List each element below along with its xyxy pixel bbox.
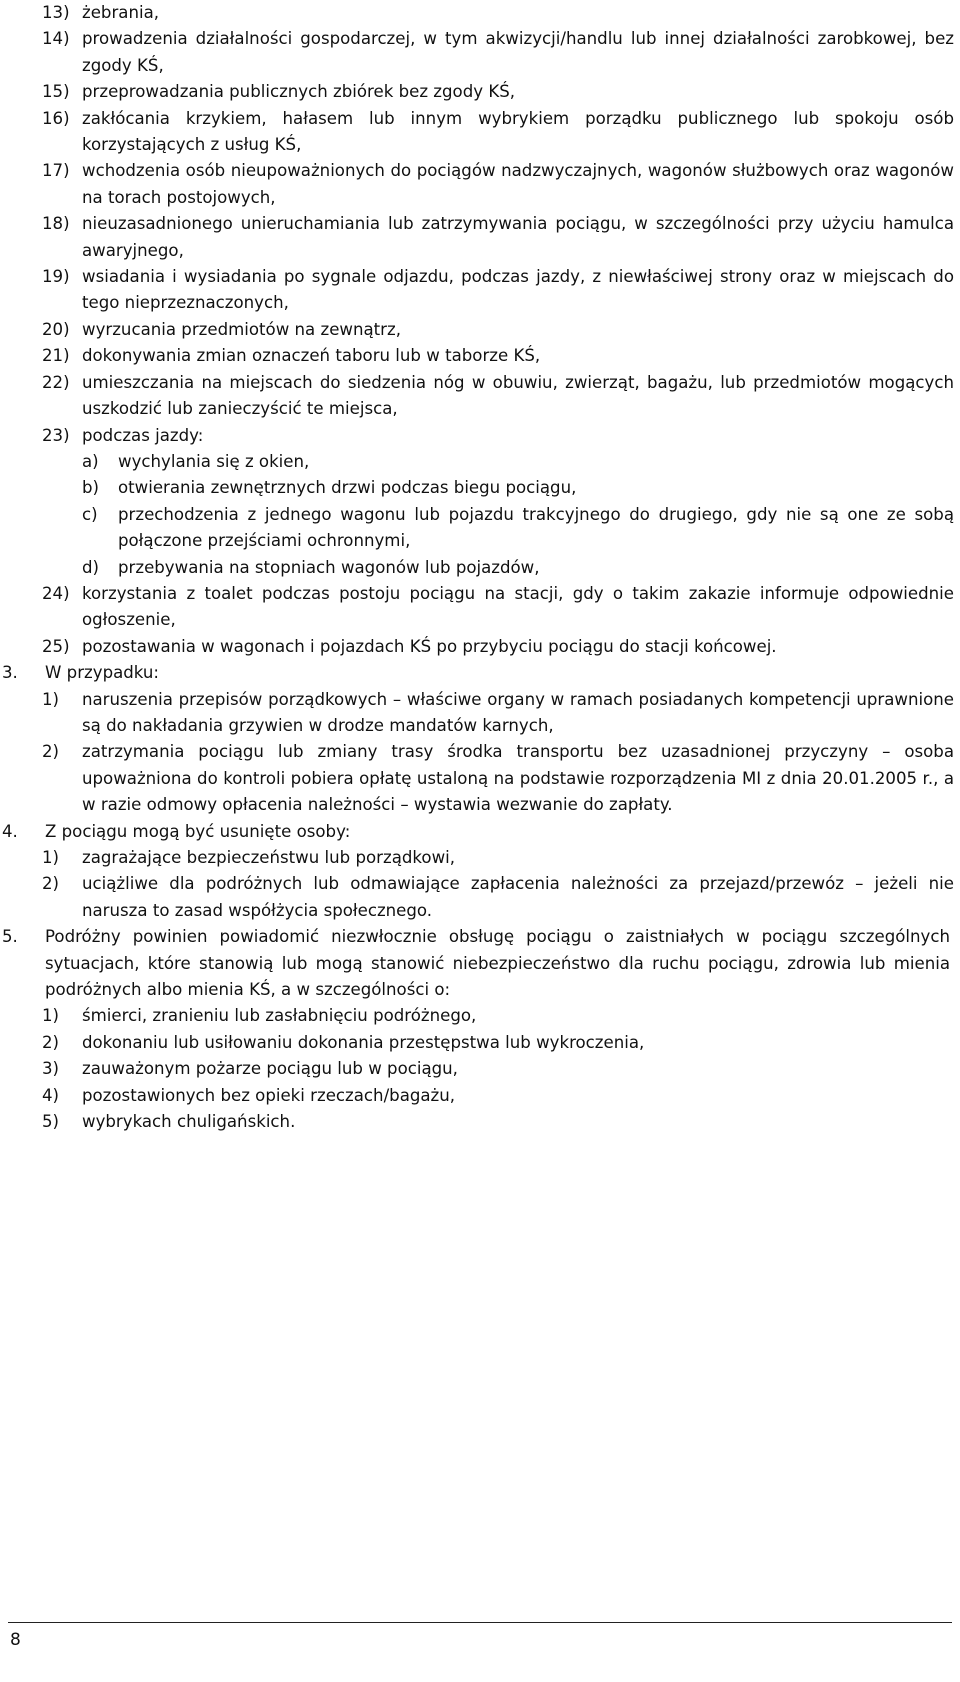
- item-number: 3): [42, 1059, 60, 1079]
- item-text: naruszenia przepisów porządkowych – właściwe organy w ramach posiadanych kompetencji uprawnione są do nakładania grzywien w drodze mandatów karnych,: [82, 689, 954, 735]
- list-item: [0, 370, 960, 423]
- footer-divider: [8, 1622, 952, 1623]
- list-item: [0, 343, 960, 369]
- item-text: umieszczania na miejscach do siedzenia nóg w obuwiu, zwierząt, bagażu, lub przedmiotów mogących uszkodzić lub zanieczyścić te miejsca,: [82, 372, 954, 419]
- item-number: 24): [42, 583, 70, 603]
- item-number: 4.: [2, 821, 18, 841]
- item-number: 4): [42, 1085, 60, 1105]
- item-number: a): [82, 451, 99, 471]
- list-item: [0, 739, 960, 818]
- list-item: [0, 423, 960, 449]
- list-item: [0, 871, 960, 924]
- item-number: 13): [42, 3, 70, 22]
- item-text: przebywania na stopniach wagonów lub pojazdów,: [118, 557, 540, 577]
- item-number: 1): [42, 689, 60, 709]
- item-text: podczas jazdy:: [82, 425, 204, 445]
- item-text: wchodzenia osób nieupoważnionych do pociągów nadzwyczajnych, wagonów służbowych oraz wagonów na torach postojowych,: [82, 161, 954, 207]
- item-text: otwierania zewnętrznych drzwi podczas biegu pociągu,: [118, 478, 577, 498]
- page-number: 8: [10, 1630, 21, 1650]
- item-number: 1): [42, 1006, 60, 1026]
- list-item: [0, 581, 960, 634]
- item-text: śmierci, zranieniu lub zasłabnięciu podróżnego,: [82, 1006, 477, 1026]
- item-number: 5.: [2, 927, 18, 947]
- item-text: nieuzasadnionego unieruchamiania lub zatrzymywania pociągu, w szczególności przy użyciu hamulca awaryjnego,: [82, 214, 954, 260]
- item-text: przeprowadzania publicznych zbiórek bez zgody KŚ,: [82, 82, 516, 102]
- item-text: przechodzenia z jednego wagonu lub pojazdu trakcyjnego do drugiego, gdy nie są one ze sobą połączone przejściami ochronnymi,: [118, 504, 954, 551]
- item-text: dokonywania zmian oznaczeń taboru lub w taborze KŚ,: [82, 346, 541, 366]
- item-text: uciążliwe dla podróżnych lub odmawiające zapłacenia należności za przejazd/przewóz – jeżeli nie narusza to zasad współżycia społecznego.: [82, 874, 954, 920]
- item-text: korzystania z toalet podczas postoju pociągu na stacji, gdy o takim zakazie informuje odpowiednie ogłoszenie,: [82, 583, 954, 630]
- item-text: prowadzenia działalności gospodarczej, w tym akwizycji/handlu lub innej działalności zarobkowej, bez zgody KŚ,: [82, 29, 954, 75]
- list-item: [0, 845, 960, 871]
- list-item: [0, 634, 960, 660]
- list-item: [0, 264, 960, 317]
- item-number: d): [82, 557, 100, 577]
- list-item: [0, 106, 960, 159]
- item-text: Z pociągu mogą być usunięte osoby:: [45, 821, 351, 841]
- item-text: wyrzucania przedmiotów na zewnątrz,: [82, 319, 401, 339]
- item-number: 21): [42, 346, 70, 366]
- item-text: zagrażające bezpieczeństwu lub porządkowi,: [82, 848, 456, 867]
- item-number: 17): [42, 161, 70, 181]
- item-number: 5): [42, 1112, 60, 1132]
- section-item: [0, 819, 960, 845]
- item-text: W przypadku:: [45, 663, 160, 683]
- list-item: [0, 0, 960, 26]
- item-number: 20): [42, 319, 70, 339]
- list-item: [0, 26, 960, 79]
- sub-list-item: [0, 555, 960, 581]
- section-item: [0, 924, 960, 1003]
- item-text: pozostawionych bez opieki rzeczach/bagażu,: [82, 1085, 456, 1105]
- item-number: c): [82, 504, 98, 524]
- item-number: 2): [42, 1032, 60, 1052]
- list-item: [0, 1056, 960, 1082]
- sub-list-item: [0, 475, 960, 501]
- item-text: wsiadania i wysiadania po sygnale odjazdu, podczas jazdy, z niewłaściwej strony oraz w miejscach do tego nieprzeznaczonych,: [82, 267, 954, 313]
- item-number: 23): [42, 425, 70, 445]
- item-text: Podróżny powinien powiadomić niezwłocznie obsługę pociągu o zaistniałych w pociągu szczególnych sytuacjach, które stanowią lub mogą stanowić niebezpieczeństwo dla ruchu pociągu, zdrowia lub mienia podróżnych albo mienia KŚ, a w szczególności o:: [45, 927, 950, 1000]
- list-item: [0, 317, 960, 343]
- section-item: [0, 660, 960, 686]
- item-number: 3.: [2, 663, 18, 683]
- sub-list-item: [0, 502, 960, 555]
- item-number: 18): [42, 214, 70, 234]
- item-text: zauważonym pożarze pociągu lub w pociągu,: [82, 1059, 458, 1079]
- item-number: 2): [42, 742, 60, 762]
- item-text: zatrzymania pociągu lub zmiany trasy środka transportu bez uzasadnionej przyczyny – osoba upoważniona do kontroli pobiera opłatę ustaloną na podstawie rozporządzenia MI z dnia 20.01.2005 r., a w razie odmowy opłacenia należności – wystawia wezwanie do zapłaty.: [82, 742, 954, 815]
- item-text: dokonaniu lub usiłowaniu dokonania przestępstwa lub wykroczenia,: [82, 1032, 645, 1052]
- item-number: 22): [42, 372, 70, 392]
- item-text: zakłócania krzykiem, hałasem lub innym wybrykiem porządku publicznego lub spokoju osób korzystających z usług KŚ,: [82, 108, 954, 155]
- item-text: żebrania,: [82, 3, 160, 22]
- sub-list-item: [0, 449, 960, 475]
- item-text: wychylania się z okien,: [118, 451, 310, 471]
- item-number: 14): [42, 29, 70, 49]
- item-text: pozostawania w wagonach i pojazdach KŚ po przybyciu pociągu do stacji końcowej.: [82, 636, 777, 656]
- list-item: [0, 1003, 960, 1029]
- item-number: 2): [42, 874, 60, 894]
- list-item: [0, 1109, 960, 1135]
- item-number: b): [82, 478, 100, 498]
- list-item: [0, 79, 960, 105]
- list-item: [0, 1030, 960, 1056]
- list-item: [0, 211, 960, 264]
- item-number: 19): [42, 267, 70, 287]
- item-number: 25): [42, 636, 70, 656]
- list-item: [0, 687, 960, 740]
- list-item: [0, 158, 960, 211]
- list-item: [0, 1083, 960, 1109]
- item-text: wybrykach chuligańskich.: [82, 1112, 296, 1132]
- item-number: 16): [42, 108, 70, 128]
- item-number: 15): [42, 82, 70, 102]
- item-number: 1): [42, 848, 60, 867]
